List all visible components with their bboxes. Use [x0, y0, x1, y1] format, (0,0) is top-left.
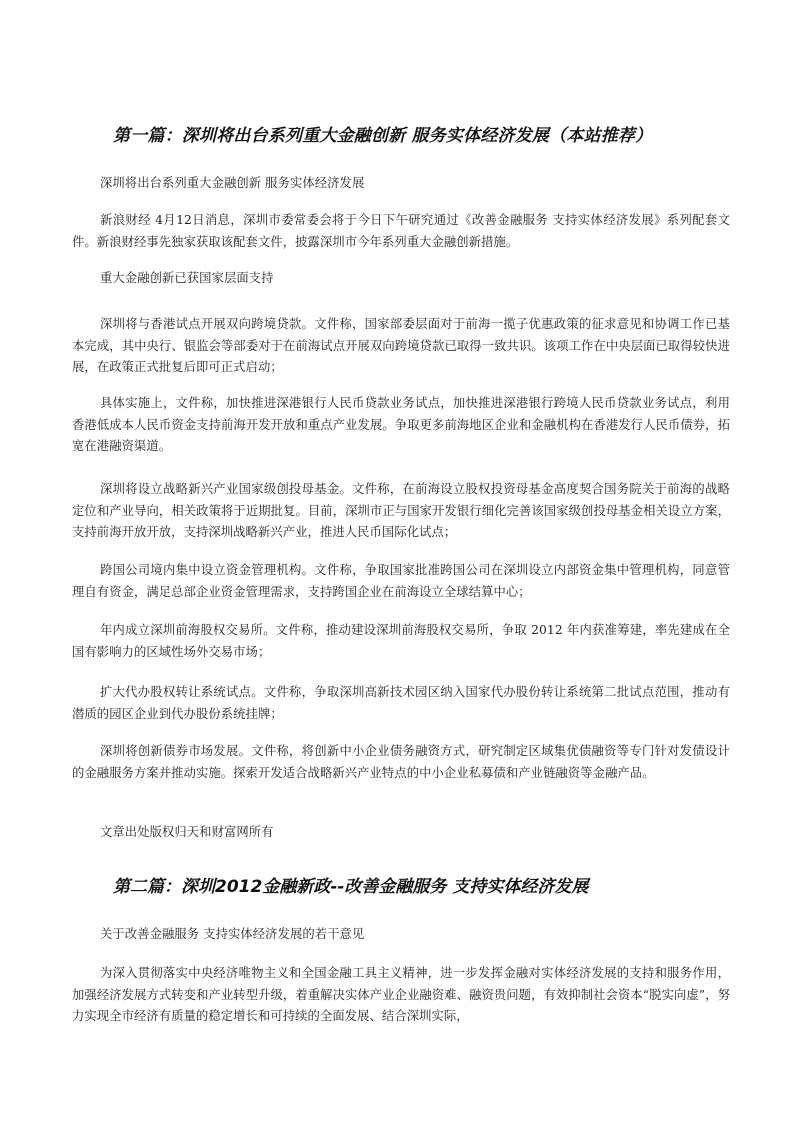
s2-paragraph-1: 关于改善金融服务 支持实体经济发展的若干意见 [100, 927, 365, 941]
s1-paragraph-7: 跨国公司境内集中设立资金管理机构。文件称，争取国家批准跨国公司在深圳设立内部资金集中管理机构，同意管理自有资金，满足总部企业资金管理需求，支持跨国企业在前海设立全球结算中心； [72, 563, 730, 599]
s1-paragraph-8: 年内成立深圳前海股权交易所。文件称，推动建设深圳前海股权交易所，争取 2012 年内获准筹建，率先建成在全国有影响力的区域性场外交易市场； [72, 623, 730, 659]
s1-paragraph-9: 扩大代办股权转让系统试点。文件称，争取深圳高新技术园区纳入国家代办股份转让系统第二批试点范围，推动有潜质的园区企业到代办股份系统挂牌； [72, 685, 730, 721]
s1-paragraph-1: 深圳将出台系列重大金融创新 服务实体经济发展 [100, 176, 365, 190]
s1-paragraph-11: 文章出处版权归天和财富网所有 [100, 825, 274, 839]
s1-paragraph-6: 深圳将设立战略新兴产业国家级创投母基金。文件称，在前海设立股权投资母基金高度契合国务院关于前海的战略定位和产业导向，相关政策将于近期批复。目前，深圳市正与国家开发银行细化完善该国家级创投母基金相关设立方案，支持前海开放开放，支持深圳战略新兴产业，推进人民币国际化试点； [72, 482, 730, 539]
s1-paragraph-10: 深圳将创新债券市场发展。文件称，将创新中小企业债务融资方式，研究制定区域集优债融资等专门针对发债设计的金融服务方案并推动实施。探索开发适合战略新兴产业特点的中小企业私募债和产业链融资等金融产品。 [72, 744, 730, 780]
s1-paragraph-4: 深圳将与香港试点开展双向跨境贷款。文件称，国家部委层面对于前海一揽子优惠政策的征求意见和协调工作已基本完成，其中央行、银监会等部委对于在前海试点开展双向跨境贷款已取得一致共识。该项工作在中央层面已取得较快进展，在政策正式批复后即可正式启动； [72, 317, 730, 374]
section1-title: 第一篇：深圳将出台系列重大金融创新 服务实体经济发展（本站推荐） [113, 126, 653, 146]
s1-paragraph-3: 重大金融创新已获国家层面支持 [100, 271, 274, 285]
s2-paragraph-2: 为深入贯彻落实中央经济唯物主义和全国金融工具主义精神，进一步发挥金融对实体经济发展的支持和服务作用，加强经济发展方式转变和产业转型升级，着重解决实体产业企业融资难、融资贵问题，有效抑制社会资本“脱实向虚”，努力实现全市经济有质量的稳定增长和可持续的全面发展、结合深圳实际， [72, 966, 730, 1023]
s1-paragraph-2: 新浪财经 4月12日消息，深圳市委常委会将于今日下午研究通过《改善金融服务 支持实体经济发展》系列配套文件。新浪财经事先独家获取该配套文件，披露深圳市今年系列重大金融创新措施。 [72, 213, 730, 249]
s1-paragraph-5: 具体实施上，文件称，加快推进深港银行人民币贷款业务试点，加快推进深港银行跨境人民币贷款业务试点，利用香港低成本人民币资金支持前海开发开放和重点产业发展。争取更多前海地区企业和金融机构在香港发行人民币债券，拓宽在港融资渠道。 [72, 396, 730, 453]
section2-title: 第二篇：深圳2012金融新政--改善金融服务 支持实体经济发展 [113, 877, 589, 897]
